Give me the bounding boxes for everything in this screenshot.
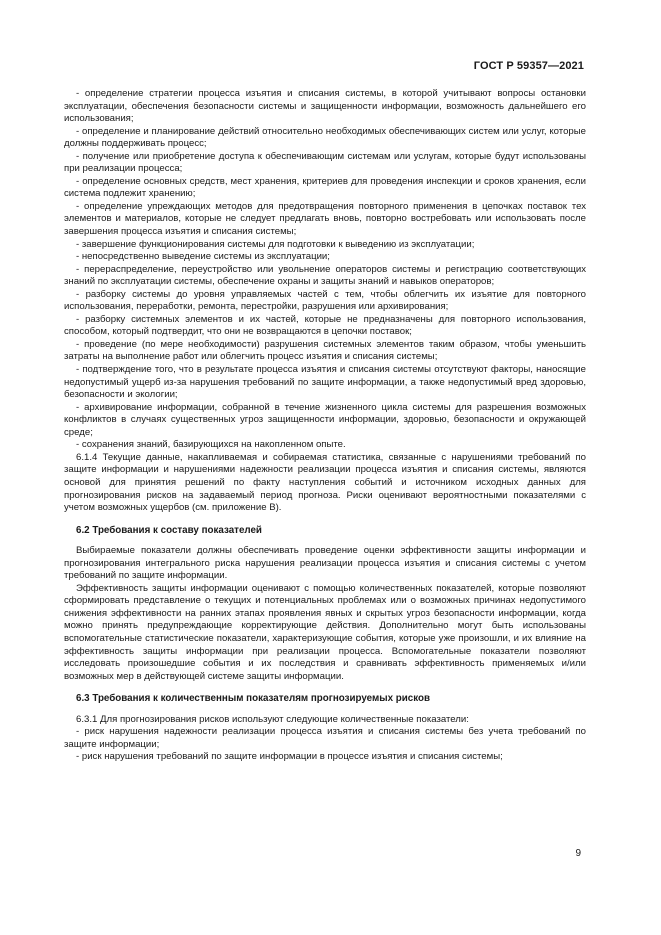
list-item: - риск нарушения надежности реализации процесса изъятия и списания системы без учета требований по защите информации; (64, 726, 586, 750)
list-item: - определение основных средств, мест хранения, критериев для проведения инспекции и сроков хранения, если система подлежит хранению; (64, 175, 586, 200)
list-item: - перераспределение, переустройство или увольнение операторов системы и регистрацию соответствующих знаний по эксплуатации системы, обеспечение охраны и защиты знаний и навыков операторов; (64, 263, 586, 288)
clause-6-1-4: 6.1.4 Текущие данные, накапливаемая и собираемая статистика, связанные с нарушениями требований по защите информации и нарушениями надежности реализации процесса изъятия и списания системы, являются основой для принятия решений по факту наступления событий и источником исходных данных для прогнозирования рисков на задаваемый период прогноза. Риски оценивают вероятностными показателями с учетом возможных ущербов (см. приложение В). (64, 451, 586, 514)
page-content (64, 88, 586, 764)
list-item: - непосредственно выведение системы из эксплуатации; (76, 251, 330, 263)
paragraph: Выбираемые показатели должны обеспечивать проведение оценки эффективности защиты информации и прогнозирования интегрального риска нарушения реализации процесса изъятия и списания системы с учетом требований по защите информации. (64, 545, 586, 582)
list-item: - разборку системы до уровня управляемых частей с тем, чтобы облегчить их изъятие для повторного использования, переработки, ремонта, перестройки, разрушения или архивирования; (64, 288, 586, 313)
list-item: - завершение функционирования системы для подготовки к выведению из эксплуатации; (76, 238, 475, 250)
document-id: ГОСТ Р 59357—2021 (473, 60, 584, 72)
list-item: - подтверждение того, что в результате процесса изъятия и списания системы отсутствуют факторы, наносящие недопустимый ущерб из-за нарушения требований по защите информации, а также недопустимый вред здоровью, безопасности и экологии; (64, 364, 586, 401)
list-item: - архивирование информации, собранной в течение жизненного цикла системы для разрешения возможных конфликтов в случаях существенных угроз защищенности информации, здоровью, безопасности и окружающей среде; (64, 401, 586, 438)
list-item: - риск нарушения требований по защите информации в процессе изъятия и списания системы; (76, 751, 503, 763)
paragraph: Эффективность защиты информации оценивают с помощью количественных показателей, которые позволяют сформировать представление о текущих и потенциальных проблемах или о возможных причинах недопустимого снижения эффективности на ранних этапах проявления явных и скрытых угроз безопасности информации, когда можно принять предупреждающие корректирующие действия. Дополнительно могут быть использованы вспомогательные статистические показатели, характеризующие события, которые уже произошли, и их влияние на эффективность защиты информации при реализации процесса. Вспомогательные показатели позволяют исследовать произошедшие события и их последствия и сравнивать эффективность применяемых и/или возможных мер в действующей системе защиты информации. (64, 582, 586, 682)
page-number: 9 (575, 848, 581, 859)
section-6-3-heading: 6.3 Требования к количественным показателям прогнозируемых рисков (76, 693, 431, 705)
clause-6-3-1: 6.3.1 Для прогнозирования рисков используют следующие количественные показатели: (76, 713, 469, 725)
section-6-2-heading: 6.2 Требования к составу показателей (76, 524, 262, 536)
list-item: - определение и планирование действий относительно необходимых обеспечивающих систем или услуг, которые должны поддерживать процесс; (64, 125, 586, 150)
list-item: - разборку системных элементов и их частей, которые не предназначены для повторного использования, способом, который подтвердит, что они не возвращаются в цепочки поставок; (64, 313, 586, 338)
list-item: - получение или приобретение доступа к обеспечивающим системам или услугам, которые будут использованы при реализации процесса; (64, 150, 586, 175)
list-item: - определение стратегии процесса изъятия и списания системы, в которой учитывают вопросы остановки эксплуатации, обеспечения безопасности системы и защищенности информации, возможность дальнейшего его использования; (64, 88, 586, 125)
retirement-activities-list (64, 88, 586, 515)
list-item: - проведение (по мере необходимости) разрушения системных элементов таким образом, чтобы уменьшить затраты на выполнение работ или облегчить процесс изъятия и списания системы; (64, 338, 586, 363)
list-item: - определение упреждающих методов для предотвращения повторного применения в цепочках поставок тех элементов и материалов, которые не следует предлагать вновь, повторно востребовать или использовать после завершения процесса изъятия и списания системы; (64, 200, 586, 238)
list-item: - сохранения знаний, базирующихся на накопленном опыте. (76, 439, 346, 451)
